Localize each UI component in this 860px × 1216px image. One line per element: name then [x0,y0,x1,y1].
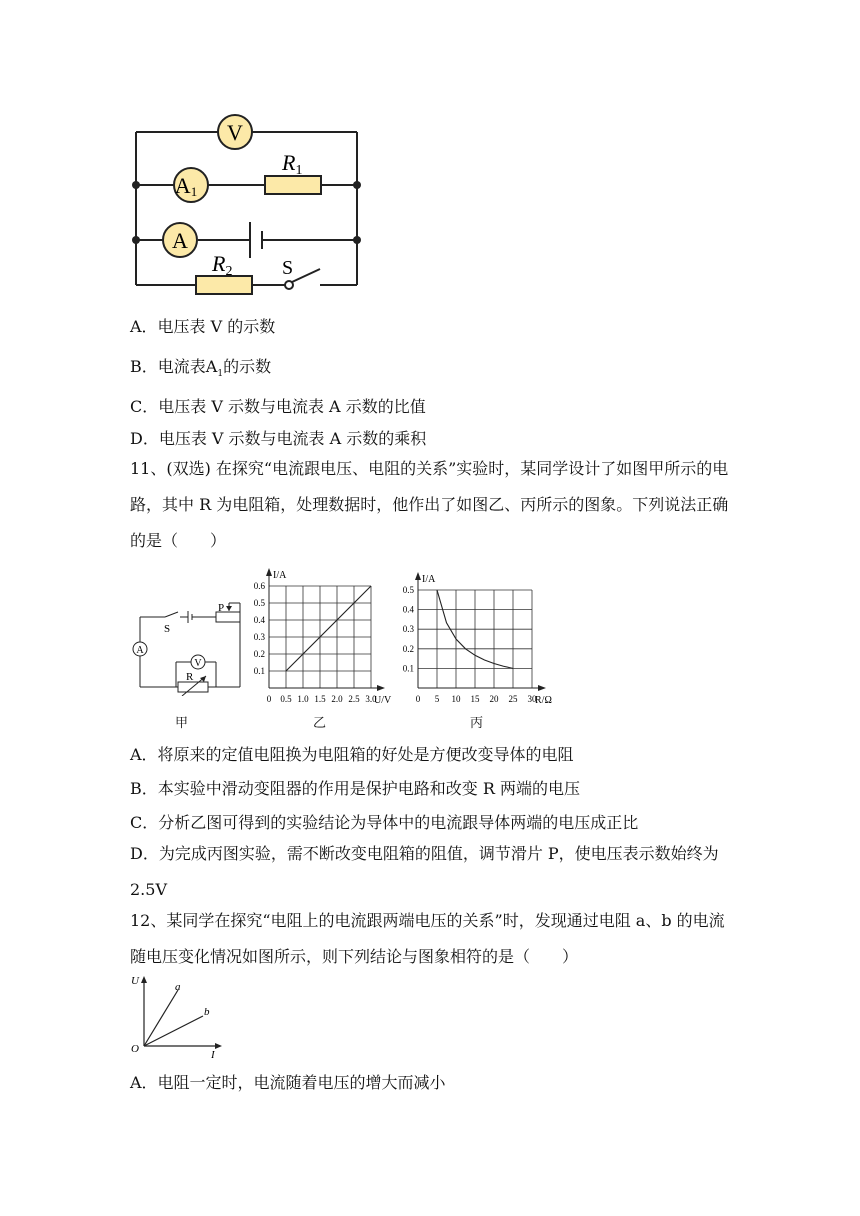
q11-option-d: D．为完成丙图实验，需不断改变电阻箱的阻值，调节滑片 P，使电压表示数始终为 2.5V [130,844,719,899]
ammeter-a-label: A [172,228,188,253]
chart-yi-y-tick-label: 0.2 [253,649,265,659]
chart-yi-x-tick-label: 2.5 [348,694,360,704]
q12-line-b-label: b [204,1006,210,1018]
chart-bing-caption: 丙 [470,716,484,731]
fig-jia-caption: 甲 [175,716,189,731]
chart-yi-y-tick-label: 0.6 [253,581,265,591]
chart-yi-x-tick-label: 3.0 [365,694,377,704]
chart-bing-x-axis-label: R/Ω [535,695,552,706]
chart-yi-x-axis-label: U/V [374,695,392,706]
q12-u-axis-label: U [131,975,139,987]
chart-yi-x-tick-label: 0.5 [280,694,292,704]
resistor-r1-label: R1 [282,150,303,178]
q10-option-b: B．电流表$A_1$的示数 [130,357,272,380]
fig-jia-voltmeter-label: V [194,658,202,669]
ammeter-a1-label: A1 [174,173,198,199]
q12-line-a-label: a [175,981,181,993]
chart-yi-x-tick-label: 1.0 [297,694,309,704]
fig-jia-switch-label: S [164,623,171,635]
chart-yi [250,560,400,710]
chart-bing-y-tick-label: 0.1 [402,663,414,674]
q12-ui-graph [125,970,225,1062]
q12-question-text: 12、某同学在探究“电阻上的电流跟两端电压的关系”时，发现通过电阻 a、b 的电流随电压变化情况如图所示，则下列结论与图象相符的是（ ） [130,911,725,966]
chart-bing-y-arrow [415,572,421,580]
q12-origin-label: O [131,1043,139,1055]
figure-jia-circuit [125,596,250,696]
fig-jia-ammeter-label: A [136,645,144,656]
chart-bing-y-tick-label: 0.5 [402,585,414,595]
resistor-r2 [196,276,252,294]
chart-bing-x-tick-label: 0 [415,694,421,704]
chart-bing-x-tick-label: 10 [451,694,461,704]
chart-yi-caption: 乙 [313,716,327,731]
circuit-diagram-top [120,112,380,302]
q12-i-axis-label: I [211,1049,215,1061]
switch-label: S [282,257,294,279]
fig-jia-slider-label: P [218,602,225,614]
switch-contact [285,281,293,289]
chart-yi-y-tick-label: 0.1 [253,666,265,676]
chart-bing-y-tick-label: 0.4 [402,604,414,615]
chart-yi-x-tick-label: 2.0 [331,694,343,704]
resistor-r1 [265,176,321,194]
chart-bing-x-tick-label: 20 [489,694,499,704]
chart-yi-y-tick-label: 0.3 [253,632,265,642]
q10-option-a: A．电压表 V 的示数 [130,317,276,336]
chart-bing-x-tick-label: 5 [434,694,440,704]
chart-bing-x-arrow [538,685,546,691]
fig-jia-resistor-label: R [186,671,194,683]
chart-yi-y-axis-label: I/A [273,570,287,581]
chart-yi-y-arrow [266,568,272,576]
q10-option-d: D．电压表 V 示数与电流表 A 示数的乘积 [130,429,427,448]
chart-yi-data-line [286,586,371,671]
chart-bing-y-tick-label: 0.2 [402,643,414,654]
voltmeter-label: V [227,120,243,145]
chart-yi-x-arrow [377,685,385,691]
chart-yi-x-tick-label: 1.5 [314,694,326,704]
chart-yi-y-tick-label: 0.4 [253,615,265,625]
q11-question-text: 11、(双选) 在探究“电流跟电压、电阻的关系”实验时，某同学设计了如图甲所示的电路，其中 R 为电阻箱，处理数据时，他作出了如图乙、丙所示的图象。下列说法正确的是（ ） [130,459,729,550]
chart-bing-y-tick-label: 0.3 [402,624,414,635]
chart-bing-x-tick-label: 30 [527,694,537,704]
chart-bing-y-axis-label: I/A [422,574,436,585]
chart-yi-y-tick-label: 0.5 [253,598,265,608]
chart-bing [398,560,568,710]
chart-bing-x-tick-label: 25 [508,694,518,704]
chart-yi-x-tick-label: 0 [266,694,272,704]
q11-option-c: C．分析乙图可得到的实验结论为导体中的电流跟导体两端的电压成正比 [130,813,639,832]
q11-option-a: A．将原来的定值电阻换为电阻箱的好处是方便改变导体的电阻 [130,745,574,764]
q12-option-a: A．电阻一定时，电流随着电压的增大而减小 [130,1073,446,1092]
q10-option-c: C．电压表 V 示数与电流表 A 示数的比值 [130,397,426,416]
resistor-r2-label: R2 [212,251,233,279]
chart-bing-x-tick-label: 15 [470,694,480,704]
q11-option-b: B．本实验中滑动变阻器的作用是保护电路和改变 R 两端的电压 [130,779,580,798]
